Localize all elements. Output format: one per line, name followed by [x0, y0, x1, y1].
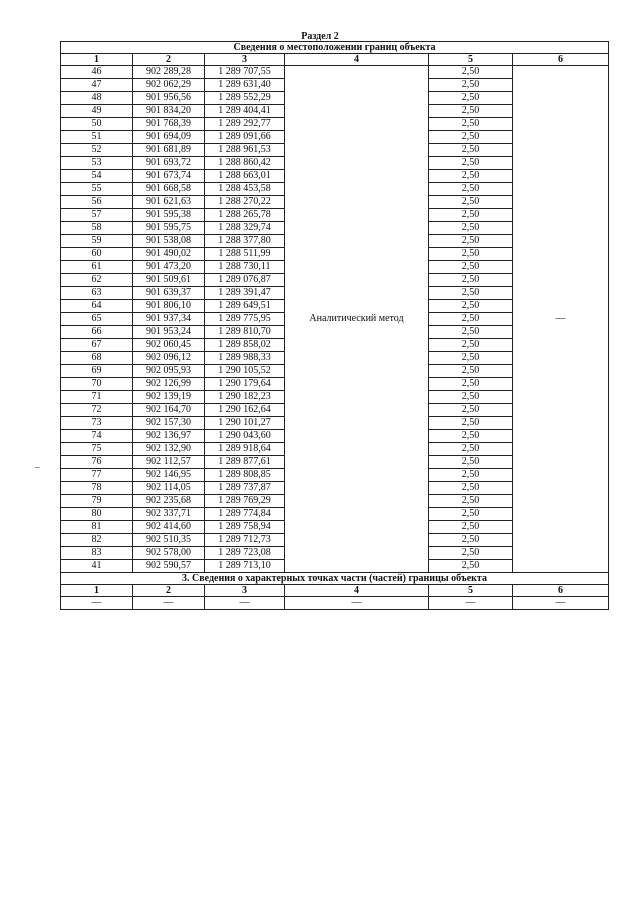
point-number: 49 [61, 105, 133, 118]
boundary-table [60, 41, 609, 610]
accuracy-value: 2,50 [429, 131, 513, 144]
point-number: 73 [61, 417, 133, 430]
coordinate-y: 1 289 737,87 [205, 482, 285, 495]
table-cell: — [513, 597, 609, 610]
coordinate-y: 1 289 631,40 [205, 79, 285, 92]
point-number: 52 [61, 144, 133, 157]
accuracy-value: 2,50 [429, 105, 513, 118]
coordinate-x: 901 473,20 [133, 261, 205, 274]
coordinate-x: 902 414,60 [133, 521, 205, 534]
section3-header: 3. Сведения о характерных точках части (частей) границы объекта [61, 573, 609, 585]
point-number: 71 [61, 391, 133, 404]
coordinate-y: 1 290 043,60 [205, 430, 285, 443]
coordinate-y: 1 289 404,41 [205, 105, 285, 118]
coordinate-x: 901 681,89 [133, 144, 205, 157]
coordinate-y: 1 289 712,73 [205, 534, 285, 547]
point-number: 83 [61, 547, 133, 560]
coordinate-x: 902 510,35 [133, 534, 205, 547]
accuracy-value: 2,50 [429, 66, 513, 79]
accuracy-value: 2,50 [429, 144, 513, 157]
coordinate-x: 901 538,08 [133, 235, 205, 248]
coordinate-y: 1 290 105,52 [205, 365, 285, 378]
coordinate-y: 1 288 663,01 [205, 170, 285, 183]
section-header: Сведения о местоположении границ объекта [61, 42, 609, 54]
coordinate-y: 1 289 707,55 [205, 66, 285, 79]
coordinate-x: 901 668,58 [133, 183, 205, 196]
accuracy-value: 2,50 [429, 313, 513, 326]
coordinate-x: 901 768,39 [133, 118, 205, 131]
accuracy-value: 2,50 [429, 339, 513, 352]
coordinate-y: 1 289 808,85 [205, 469, 285, 482]
column-number: 5 [429, 585, 513, 597]
point-number: 48 [61, 92, 133, 105]
method-cell: Аналитический метод [285, 66, 429, 573]
accuracy-value: 2,50 [429, 417, 513, 430]
point-number: 56 [61, 196, 133, 209]
point-number: 70 [61, 378, 133, 391]
accuracy-value: 2,50 [429, 352, 513, 365]
coordinate-x: 902 590,57 [133, 560, 205, 573]
coordinate-x: 902 114,05 [133, 482, 205, 495]
accuracy-value: 2,50 [429, 326, 513, 339]
page-title: Раздел 2 [301, 31, 339, 42]
coordinate-y: 1 289 649,51 [205, 300, 285, 313]
point-number: 46 [61, 66, 133, 79]
coordinate-y: 1 289 076,87 [205, 274, 285, 287]
point-number: 65 [61, 313, 133, 326]
coordinate-x: 902 060,45 [133, 339, 205, 352]
column-number: 2 [133, 54, 205, 66]
coordinate-y: 1 289 918,64 [205, 443, 285, 456]
point-number: 75 [61, 443, 133, 456]
section3-column-number-row [61, 585, 609, 597]
accuracy-value: 2,50 [429, 92, 513, 105]
table-cell: — [429, 597, 513, 610]
point-number: 68 [61, 352, 133, 365]
coordinate-y: 1 288 961,53 [205, 144, 285, 157]
coordinate-y: 1 288 511,99 [205, 248, 285, 261]
coordinate-x: 902 112,57 [133, 456, 205, 469]
accuracy-value: 2,50 [429, 495, 513, 508]
margin-tick-mark: ~ [34, 463, 41, 472]
column-number: 2 [133, 585, 205, 597]
table-cell: — [61, 597, 133, 610]
point-number: 59 [61, 235, 133, 248]
point-number: 63 [61, 287, 133, 300]
coordinate-x: 902 062,29 [133, 79, 205, 92]
column-number: 3 [205, 585, 285, 597]
point-number: 72 [61, 404, 133, 417]
accuracy-value: 2,50 [429, 287, 513, 300]
point-number: 78 [61, 482, 133, 495]
coordinate-x: 902 578,00 [133, 547, 205, 560]
coordinate-y: 1 288 860,42 [205, 157, 285, 170]
column-number: 4 [285, 54, 429, 66]
accuracy-value: 2,50 [429, 534, 513, 547]
column-number: 3 [205, 54, 285, 66]
accuracy-value: 2,50 [429, 79, 513, 92]
column-number: 4 [285, 585, 429, 597]
coordinate-y: 1 290 162,64 [205, 404, 285, 417]
coordinate-y: 1 290 182,23 [205, 391, 285, 404]
point-number: 80 [61, 508, 133, 521]
accuracy-value: 2,50 [429, 261, 513, 274]
coordinate-x: 901 693,72 [133, 157, 205, 170]
accuracy-value: 2,50 [429, 118, 513, 131]
point-number: 62 [61, 274, 133, 287]
accuracy-value: 2,50 [429, 521, 513, 534]
coordinate-y: 1 289 391,47 [205, 287, 285, 300]
column-number: 1 [61, 54, 133, 66]
coordinate-x: 901 490,02 [133, 248, 205, 261]
coordinate-x: 902 096,12 [133, 352, 205, 365]
coordinate-x: 902 337,71 [133, 508, 205, 521]
point-number: 81 [61, 521, 133, 534]
coordinate-x: 902 235,68 [133, 495, 205, 508]
point-number: 41 [61, 560, 133, 573]
coordinate-y: 1 290 101,27 [205, 417, 285, 430]
coordinate-y: 1 289 775,95 [205, 313, 285, 326]
accuracy-value: 2,50 [429, 443, 513, 456]
coordinate-x: 902 136,97 [133, 430, 205, 443]
accuracy-value: 2,50 [429, 274, 513, 287]
accuracy-value: 2,50 [429, 404, 513, 417]
coordinate-y: 1 288 377,80 [205, 235, 285, 248]
coordinate-x: 902 164,70 [133, 404, 205, 417]
coordinate-y: 1 289 877,61 [205, 456, 285, 469]
accuracy-value: 2,50 [429, 209, 513, 222]
table-row [61, 66, 609, 79]
accuracy-value: 2,50 [429, 248, 513, 261]
accuracy-value: 2,50 [429, 235, 513, 248]
point-number: 60 [61, 248, 133, 261]
accuracy-value: 2,50 [429, 196, 513, 209]
column-number: 6 [513, 585, 609, 597]
coordinate-x: 902 146,95 [133, 469, 205, 482]
coordinate-x: 901 694,09 [133, 131, 205, 144]
accuracy-value: 2,50 [429, 430, 513, 443]
coordinate-x: 902 157,30 [133, 417, 205, 430]
column-number: 5 [429, 54, 513, 66]
table-cell: — [205, 597, 285, 610]
accuracy-value: 2,50 [429, 391, 513, 404]
coordinate-y: 1 288 265,78 [205, 209, 285, 222]
table-cell: — [133, 597, 205, 610]
column-number-row [61, 54, 609, 66]
section3-header-row [61, 573, 609, 585]
point-number: 69 [61, 365, 133, 378]
coordinate-x: 901 937,34 [133, 313, 205, 326]
coordinate-y: 1 289 713,10 [205, 560, 285, 573]
point-number: 58 [61, 222, 133, 235]
accuracy-value: 2,50 [429, 560, 513, 573]
coordinate-x: 901 806,10 [133, 300, 205, 313]
coordinate-x: 901 621,63 [133, 196, 205, 209]
point-number: 76 [61, 456, 133, 469]
accuracy-value: 2,50 [429, 300, 513, 313]
coordinate-y: 1 289 091,66 [205, 131, 285, 144]
point-number: 51 [61, 131, 133, 144]
coordinate-y: 1 289 769,29 [205, 495, 285, 508]
coordinate-x: 901 595,75 [133, 222, 205, 235]
coordinate-x: 901 595,38 [133, 209, 205, 222]
coordinate-x: 901 834,20 [133, 105, 205, 118]
point-number: 67 [61, 339, 133, 352]
accuracy-value: 2,50 [429, 469, 513, 482]
coordinate-y: 1 289 292,77 [205, 118, 285, 131]
accuracy-value: 2,50 [429, 378, 513, 391]
point-number: 55 [61, 183, 133, 196]
coordinate-y: 1 289 858,02 [205, 339, 285, 352]
coordinate-x: 902 126,99 [133, 378, 205, 391]
coordinate-y: 1 289 758,94 [205, 521, 285, 534]
section3-row [61, 597, 609, 610]
coordinate-x: 901 509,61 [133, 274, 205, 287]
point-number: 79 [61, 495, 133, 508]
point-number: 74 [61, 430, 133, 443]
point-number: 47 [61, 79, 133, 92]
column-number: 1 [61, 585, 133, 597]
point-number: 82 [61, 534, 133, 547]
coordinate-x: 901 956,56 [133, 92, 205, 105]
coordinate-x: 902 095,93 [133, 365, 205, 378]
coordinate-y: 1 289 988,33 [205, 352, 285, 365]
column-number: 6 [513, 54, 609, 66]
accuracy-value: 2,50 [429, 456, 513, 469]
coordinate-y: 1 289 552,29 [205, 92, 285, 105]
coordinate-x: 901 953,24 [133, 326, 205, 339]
coordinate-y: 1 288 270,22 [205, 196, 285, 209]
accuracy-value: 2,50 [429, 508, 513, 521]
coordinate-x: 901 673,74 [133, 170, 205, 183]
accuracy-value: 2,50 [429, 170, 513, 183]
accuracy-value: 2,50 [429, 157, 513, 170]
accuracy-value: 2,50 [429, 547, 513, 560]
point-number: 50 [61, 118, 133, 131]
coordinate-x: 902 132,90 [133, 443, 205, 456]
coordinate-y: 1 290 179,64 [205, 378, 285, 391]
accuracy-value: 2,50 [429, 183, 513, 196]
coordinate-x: 902 289,28 [133, 66, 205, 79]
coordinate-x: 901 639,37 [133, 287, 205, 300]
coordinate-y: 1 288 329,74 [205, 222, 285, 235]
point-number: 77 [61, 469, 133, 482]
coordinate-y: 1 289 810,70 [205, 326, 285, 339]
column6-value: — [513, 66, 609, 573]
accuracy-value: 2,50 [429, 222, 513, 235]
coordinate-y: 1 289 774,84 [205, 508, 285, 521]
point-number: 57 [61, 209, 133, 222]
section-header-row [61, 42, 609, 54]
accuracy-value: 2,50 [429, 365, 513, 378]
coordinate-y: 1 289 723,08 [205, 547, 285, 560]
point-number: 53 [61, 157, 133, 170]
coordinate-y: 1 288 730,11 [205, 261, 285, 274]
coordinate-y: 1 288 453,58 [205, 183, 285, 196]
point-number: 66 [61, 326, 133, 339]
table-cell: — [285, 597, 429, 610]
coordinate-x: 902 139,19 [133, 391, 205, 404]
point-number: 61 [61, 261, 133, 274]
accuracy-value: 2,50 [429, 482, 513, 495]
point-number: 64 [61, 300, 133, 313]
point-number: 54 [61, 170, 133, 183]
